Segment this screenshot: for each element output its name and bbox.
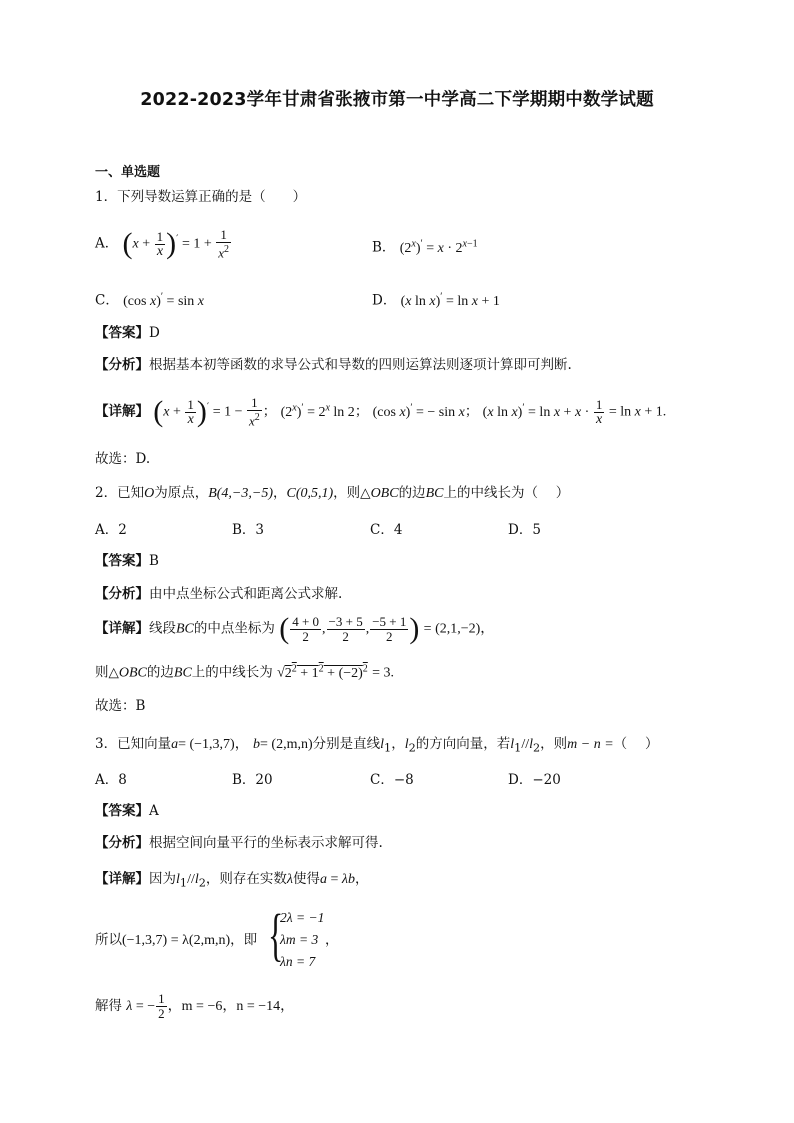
q3-analysis: 【分析】根据空间向量平行的坐标表示求解可得. [95, 835, 383, 851]
q2-option-a: A．2 [95, 522, 127, 538]
q3-detail: 【详解】因为$l_1//l_2$，则存在实数λ使得a = λb， [95, 871, 369, 890]
page-title: 2022-2023学年甘肃省张掖市第一中学高二下学期期中数学试题 [140, 90, 654, 110]
option-letter: B． [372, 239, 396, 256]
q3-option-c: C．−8 [370, 772, 414, 788]
q1-detail: 【详解】 (x + $\frac{1}{x}$ )′ = 1 − $\frac{1}{x^2}$ ； $(2^x)' = 2^x$ ln 2； (cos x)′ = − sin x； (x ln x)′ = ln x + x · $\frac{1}{x}$ = ln x + 1. [95, 395, 667, 429]
system-brace: { [268, 902, 284, 967]
q3-option-b: B．20 [232, 772, 273, 788]
q3-option-d: D．−20 [508, 772, 561, 788]
option-letter: A． [95, 235, 119, 252]
q2-analysis: 【分析】由中点坐标公式和距离公式求解. [95, 586, 343, 602]
system-eq-2: λm = 3 [280, 932, 319, 947]
system-eq-1: 2λ = −1 [280, 910, 325, 925]
q2-answer: 【答案】B [95, 553, 159, 569]
q3-answer: 【答案】A [95, 803, 159, 819]
q3-option-a: A．8 [95, 772, 127, 788]
q2-detail: 【详解】线段BC的中点坐标为 ( $\frac{4 + 0}{2}$ , $\frac{-3 + 5}{2}$ , $\frac{-5 + 1}{2}$ ) = (2,1,−2)， [95, 612, 495, 645]
q1-option-b: B． $(2^x)' = x \cdot 2^{x-1}$ [372, 238, 478, 256]
q1-option-d: D． (x ln x)′ = ln x + 1 [372, 291, 500, 309]
q1-choose: 故选：D. [95, 451, 151, 467]
q1-analysis: 【分析】根据基本初等函数的求导公式和导数的四则运算法则逐项计算即可判断. [95, 357, 572, 373]
q3-detail-line3: 解得 λ = − $\frac{1}{2}$ ，m = −6，n = −14， [95, 991, 295, 1021]
q3-detail-line2: 所以(−1,3,7) = λ(2,m,n)，即 [95, 932, 258, 948]
q2-choose: 故选：B [95, 698, 146, 714]
section-heading: 一、单选题 [95, 165, 161, 180]
q1-answer: 【答案】D [95, 325, 160, 341]
q2-detail-line2: 则△OBC的边BC上的中线长为 $√2^2 + 1^2 + (-2)^2 = 3$. [95, 663, 394, 681]
system-comma: ， [325, 932, 339, 948]
q3-stem: 3．已知向量a= (−1,3,7)， b= (2,m,n)分别是直线$l_1$，$l_2$的方向向量，若$l_1//l_2$，则m − n =（ ） [95, 736, 659, 755]
q1-stem: 1．下列导数运算正确的是（ ） [95, 189, 307, 205]
option-letter: D． [372, 292, 397, 309]
q2-option-d: D．5 [508, 522, 541, 538]
system-eq-3: λn = 7 [280, 954, 316, 969]
q2-option-b: B．3 [232, 522, 265, 538]
q1-option-a: A． (x + $\frac{1}{x}$ )′ = 1 + $\frac{1}{x^2}$ [95, 227, 230, 261]
q1-option-c: C． (cos x)′ = sin x [95, 291, 204, 309]
option-letter: C． [95, 292, 119, 309]
q2-stem: 2．已知O为原点，B(4,−3,−5)，C(0,5,1)，则△OBC的边BC上的中线长为（ ） [95, 485, 570, 501]
q2-option-c: C．4 [370, 522, 403, 538]
